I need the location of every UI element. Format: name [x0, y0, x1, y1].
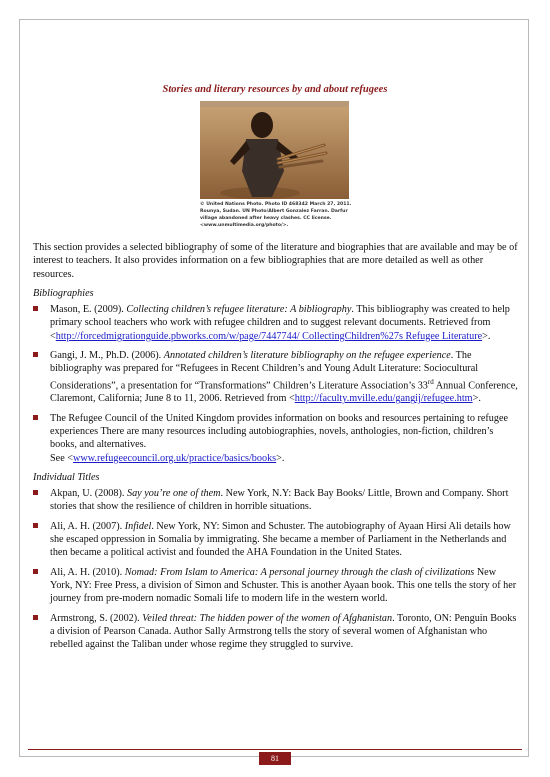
gangi-bibliography-link[interactable]: http://faculty.mville.edu/gangij/refugee.htm: [294, 393, 473, 405]
individual-titles-heading: Individual Titles: [33, 471, 100, 483]
list-item: Ali, A. H. (2007). Infidel. New York, NY: Simon and Schuster. The autobiography of Ayaan Hirsi Ali details how she escaped oppression in Somalia by immigrating. She became a member of Parliament in the Netherlands and then became a political activist and founded the AHA Foundation in the United States.: [33, 520, 518, 560]
bibliographies-list: [33, 303, 518, 465]
bibliographies-heading: Bibliographies: [33, 287, 94, 299]
list-item: The Refugee Council of the United Kingdom provides information on books and resources pertaining to refugee experiences There are many resources including autobiographies, novels, anthologies, non-fiction, children’s books, and alternatives. See <www.refugeecouncil.org.uk/practice/basics/books>.: [33, 412, 518, 465]
list-item: Mason, E. (2009). Collecting children’s refugee literature: A bibliography. This bibliography was created to help primary school teachers who work with refugee children and to suggest relevant documents. Retrieved from <http://forcedmigrationguide.pbworks.com/w/page/7447744/ CollectingChildren%27s Refugee Literature>.: [33, 303, 518, 343]
list-item: Ali, A. H. (2010). Nomad: From Islam to America: A personal journey through the clash of civilizations New York, NY: Free Press, a division of Simon and Schuster. This is another Ayaan book. This one tells the story of her journey from pre-modern nomadic Somali life to modern life in the western world.: [33, 566, 518, 606]
main-content: [33, 241, 518, 657]
refugee-council-link[interactable]: www.refugeecouncil.org.uk/practice/basics/books: [73, 452, 277, 464]
footer-divider: [28, 749, 522, 750]
individual-titles-list: [33, 487, 518, 651]
bullet-icon: [33, 569, 38, 574]
list-item: Akpan, U. (2008). Say you’re one of them. New York, N.Y: Back Bay Books/ Little, Brown and Company. Short stories that show the resilience of children in horrible situations.: [33, 487, 518, 514]
bullet-icon: [33, 352, 38, 357]
page-title: Stories and literary resources by and about refugees: [162, 84, 388, 95]
mason-bibliography-link[interactable]: http://forcedmigrationguide.pbworks.com/w/page/7447744/ CollectingChildren%27s Refugee Literature: [55, 330, 483, 342]
bullet-icon: [33, 415, 38, 420]
page-number: 81: [259, 752, 291, 765]
bullet-icon: [33, 523, 38, 528]
list-item: Gangi, J. M., Ph.D. (2006). Annotated children’s literature bibliography on the refugee experience. The bibliography was prepared for “Refugees in Recent Children’s and Young Adult Literature: Sociocultural Considerations”, a presentation for “Transformations” Children’s Literature Association’s 33rd Annual Conference, Claremont, California; June 8 to 11, 2006. Retrieved from <http://faculty.mville.edu/gangij/refugee.htm>.: [33, 349, 518, 406]
intro-paragraph: This section provides a selected bibliography of some of the literature and biographies that are available and may be of interest to teachers. It also provides information on a few bibliographies that are more detailed as well as other resources.: [33, 242, 518, 280]
bullet-icon: [33, 615, 38, 620]
bullet-icon: [33, 306, 38, 311]
bullet-icon: [33, 490, 38, 495]
photo-caption: © United Nations Photo. Photo ID 468342 March 27, 2011. Rounya, Sudan. UN Photo/Albert Gonzalez Farran. Darfur village abandoned after heavy clashes. CC license. <www.unmultimedia.org/photo/>.: [200, 202, 352, 229]
refugee-child-photo: [200, 101, 349, 199]
list-item: Armstrong, S. (2002). Veiled threat: The hidden power of the women of Afghanistan. Toronto, ON: Penguin Books a division of Pearson Canada. Author Sally Armstrong tells the story of several women of Afghanistan who rebelled against the Taliban under whose regime they struggled to survive.: [33, 612, 518, 652]
